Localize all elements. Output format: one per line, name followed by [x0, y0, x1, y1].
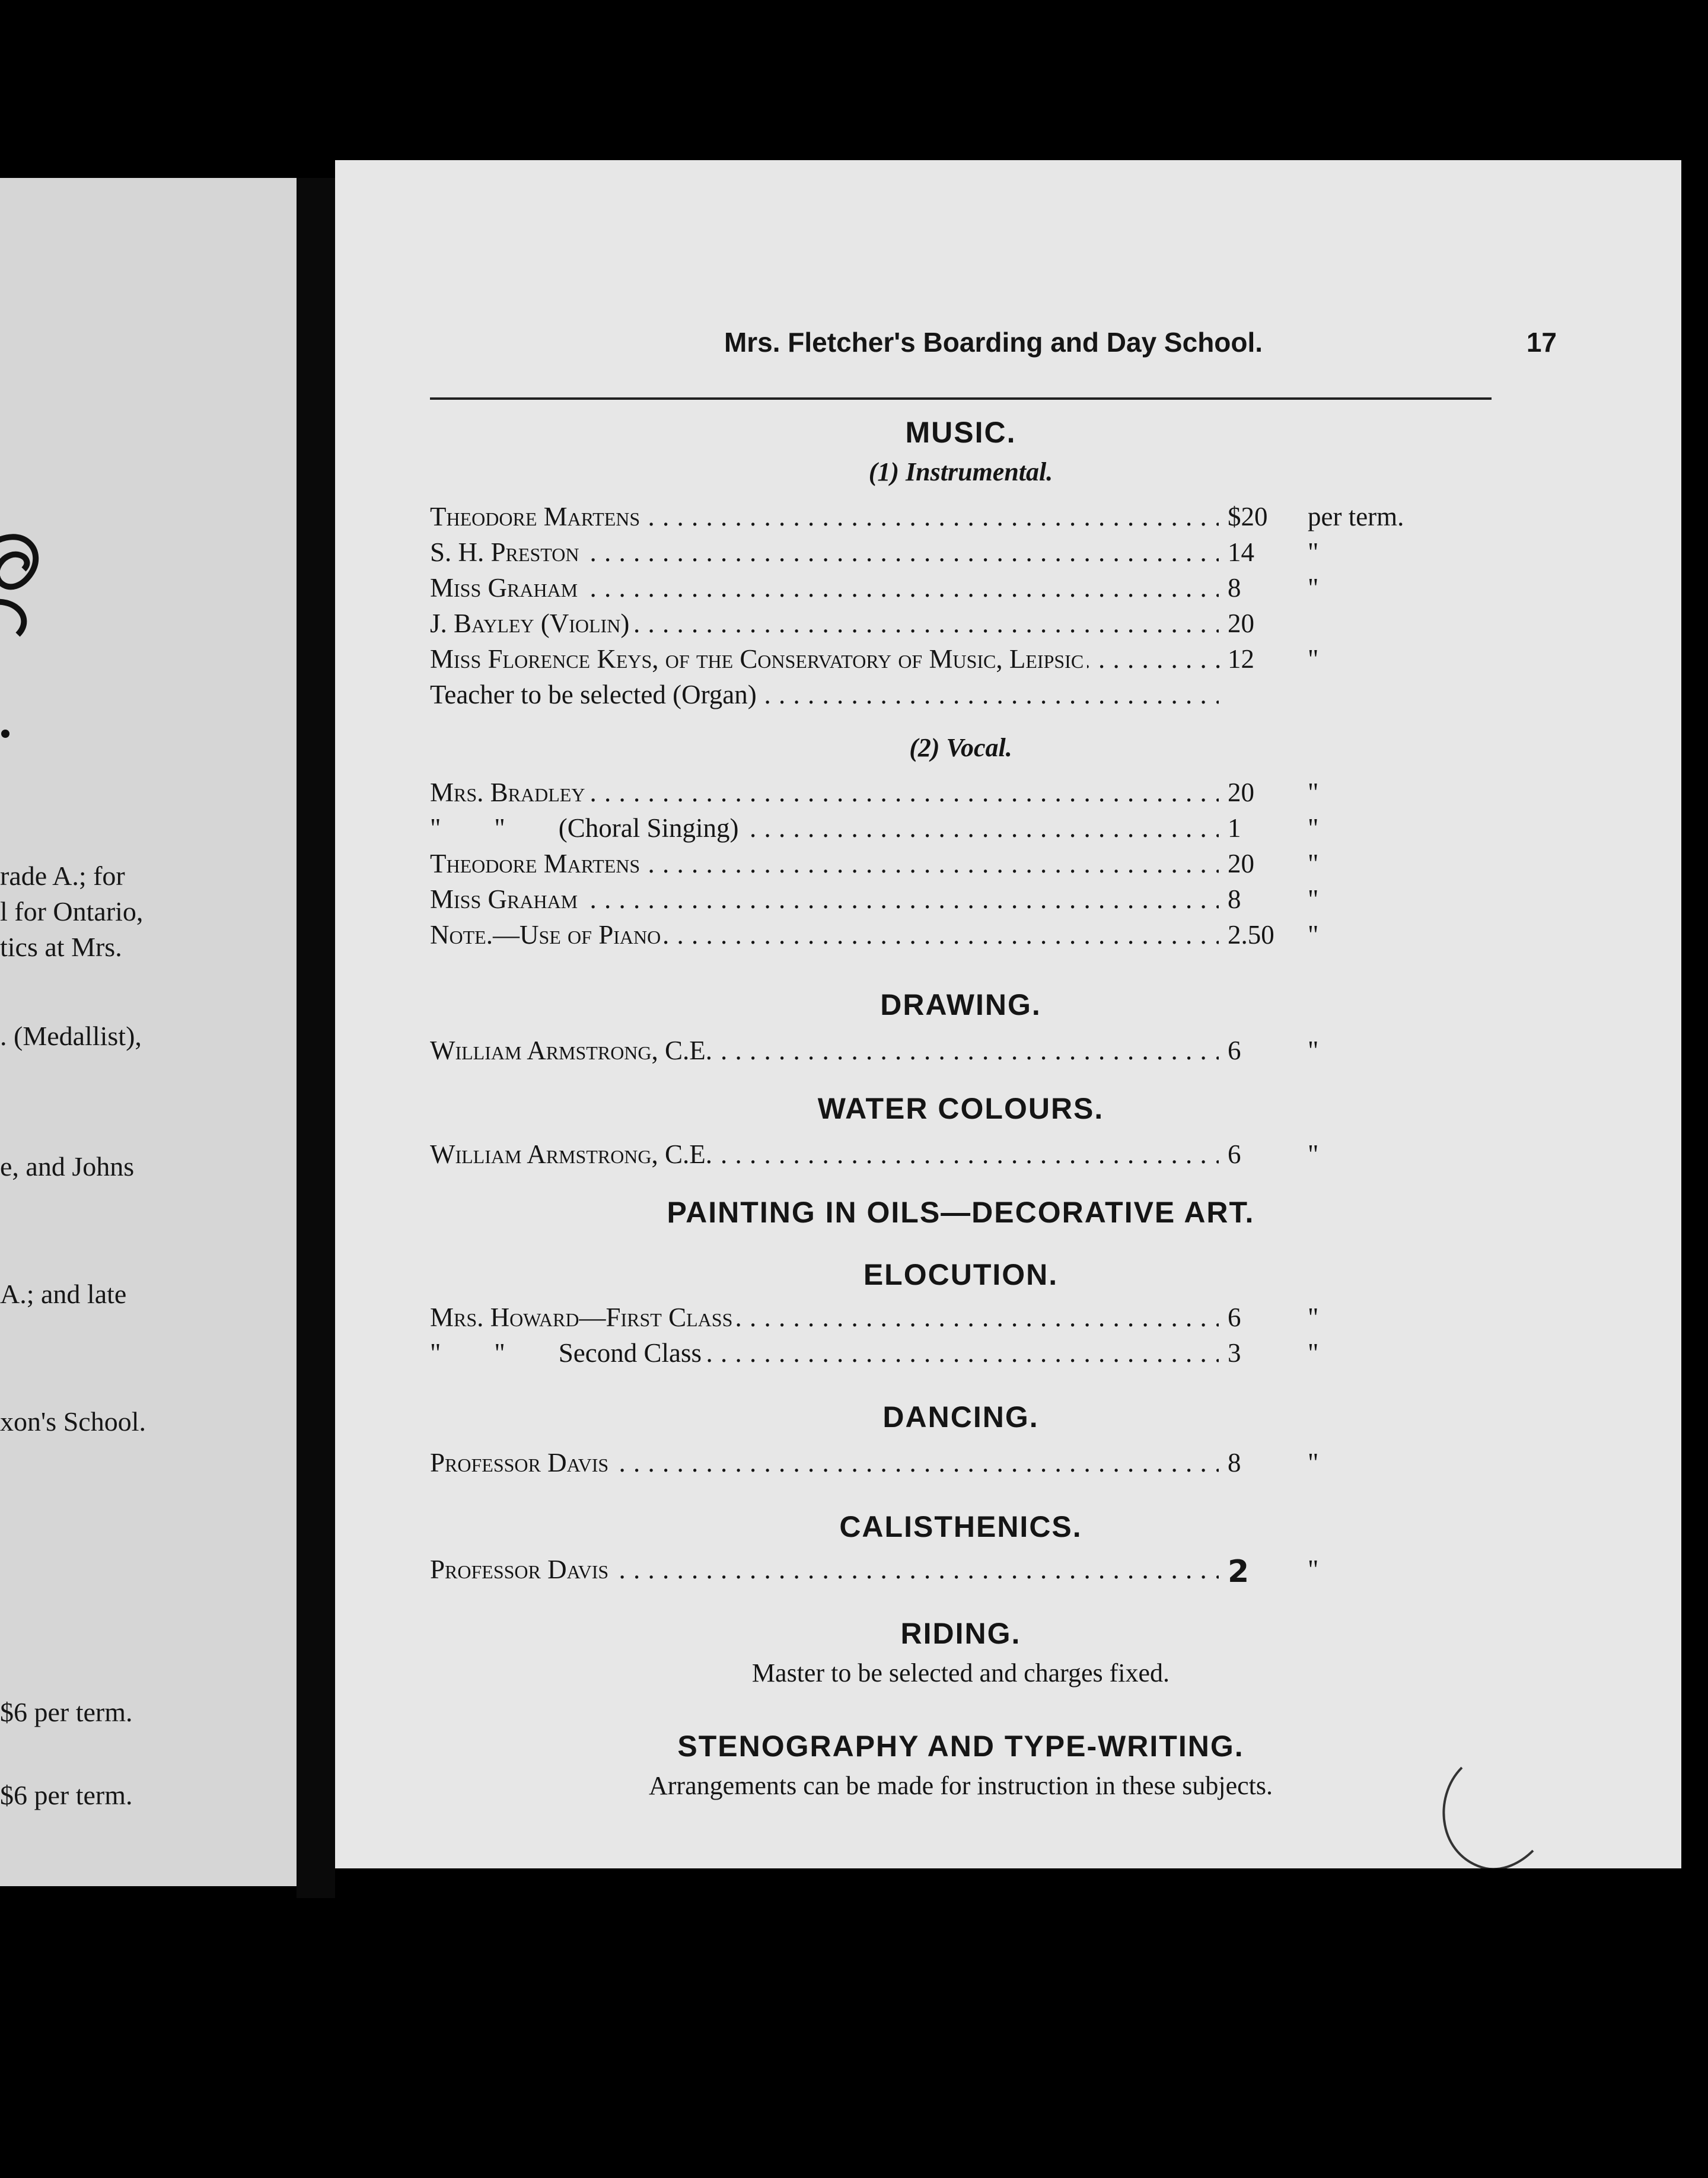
section-heading-dancing: DANCING.	[882, 1400, 1039, 1434]
left-line: . (Medallist),	[0, 1021, 142, 1051]
fee-row: Theodore Martens . . . $20 per term.	[430, 501, 1557, 537]
fee-row: Miss Graham . . . 8 "	[430, 884, 1557, 919]
fee-row: " " (Choral Singing) . . . 1 "	[430, 813, 1557, 848]
fee-row: Miss Graham . . . 8 "	[430, 572, 1557, 608]
running-title: Mrs. Fletcher's Boarding and Day School.	[724, 327, 1263, 358]
ornament-icon	[0, 356, 71, 664]
fee-row: Teacher to be selected (Organ) . . .	[430, 679, 1557, 715]
section-heading-stenography: STENOGRAPHY AND TYPE-WRITING.	[677, 1730, 1244, 1763]
left-line: l for Ontario,	[0, 896, 144, 926]
section-heading-drawing: DRAWING.	[880, 988, 1041, 1021]
book-gutter	[297, 178, 335, 1898]
fee-row: Miss Florence Keys, of the Conservatory of Music, Leipsic . . . 12 "	[430, 644, 1557, 679]
fee-row: S. H. Preston . . . 14 "	[430, 537, 1557, 572]
left-line: A.; and late	[0, 1279, 127, 1309]
fee-row: Mrs. Bradley . . . 20 "	[430, 777, 1557, 813]
fee-row: Professor Davis . . . 2 "	[430, 1554, 1557, 1590]
section-heading-painting: PAINTING IN OILS—DECORATIVE ART.	[667, 1196, 1255, 1229]
fee-row: J. Bayley (Violin) . . . 20	[430, 608, 1557, 644]
riding-note: Master to be selected and charges fixed.	[751, 1658, 1170, 1687]
fee-row: William Armstrong, C.E. . . . 6 "	[430, 1035, 1557, 1071]
left-line: e, and Johns	[0, 1151, 135, 1182]
facing-page	[0, 178, 297, 1886]
left-line: rade A.; for	[0, 861, 125, 891]
section-heading-water-colours: WATER COLOURS.	[817, 1092, 1104, 1125]
running-head	[430, 326, 1557, 362]
fee-row: Mrs. Howard—First Class . . . 6 "	[430, 1302, 1557, 1338]
section-heading-calisthenics: CALISTHENICS.	[839, 1510, 1082, 1543]
fee-row: " " Second Class . . . 3 "	[430, 1338, 1557, 1373]
left-line: $6 per term.	[0, 1780, 133, 1810]
subheading-vocal: (2) Vocal.	[909, 733, 1012, 762]
fee-row: Theodore Martens . . . 20 "	[430, 848, 1557, 884]
fee-row: Professor Davis . . . 8 "	[430, 1447, 1557, 1483]
page-number: 17	[1526, 327, 1557, 358]
left-line: xon's School.	[0, 1406, 146, 1437]
fee-row: Note.—Use of Piano . . . 2.50 "	[430, 919, 1557, 955]
bullet-mark	[1, 730, 9, 738]
left-line: $6 per term.	[0, 1697, 133, 1727]
section-heading-elocution: ELOCUTION.	[863, 1258, 1059, 1291]
book-page	[335, 160, 1681, 1868]
section-heading-riding: RIDING.	[900, 1617, 1021, 1650]
header-rule	[430, 397, 1492, 400]
stenography-note: Arrangements can be made for instruction in these subjects.	[648, 1771, 1273, 1800]
pencil-mark-icon	[1426, 1762, 1545, 1868]
fee-row: William Armstrong, C.E. . . . 6 "	[430, 1139, 1557, 1174]
subheading-instrumental: (1) Instrumental.	[868, 457, 1053, 486]
left-line: tics at Mrs.	[0, 932, 122, 962]
section-heading-music: MUSIC.	[905, 416, 1016, 449]
